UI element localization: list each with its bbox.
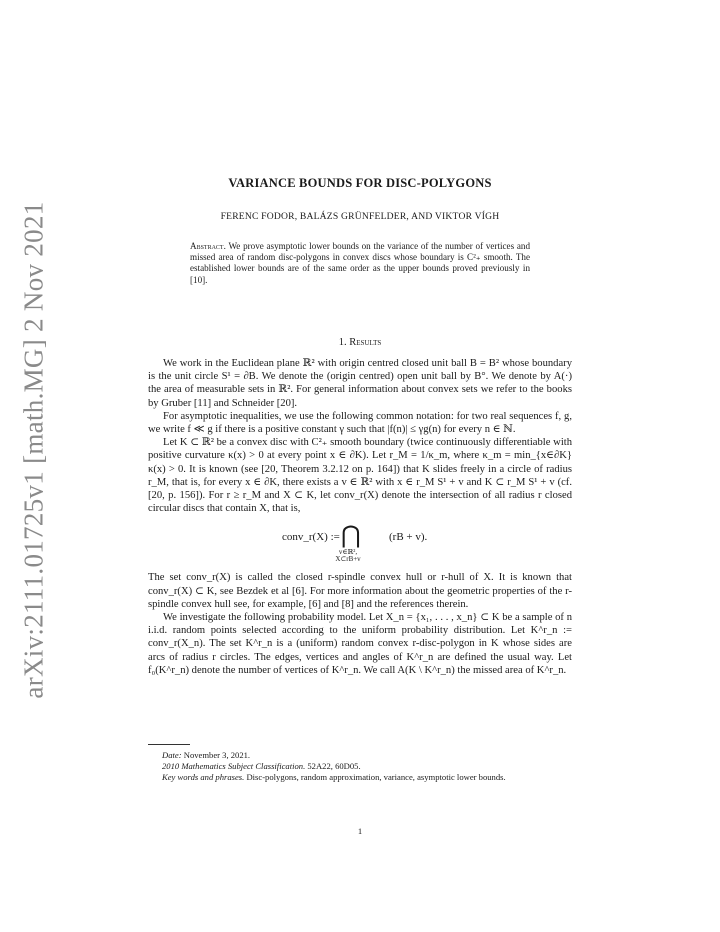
footnote-rule <box>148 744 190 745</box>
big-intersection-operator: ⋂ <box>341 523 361 550</box>
paragraph: We work in the Euclidean plane ℝ² with origin centred closed unit ball B = B² whose boundary is the unit circle S¹ = ∂B. We denote the (origin centred) open unit ball by B°. We denote by A(·) the area of measurable sets in ℝ². For general information about convex sets we refer to the books by Gruber [11] and Schneider [20]. <box>148 358 572 409</box>
paragraph: Let K ⊂ ℝ² be a convex disc with C²₊ smooth boundary (twice continuously differentiable with positive curvature κ(x) > 0 at every point x ∈ ∂K). Let r_M = 1/κ_m, where κ_m = min_{x∈∂K} κ(x) > 0. It is known (see [20, Theorem 3.2.12 on p. 164]) that K slides freely in a circle of radius r_M, that is, for every x ∈ ∂K, there exists a v ∈ ℝ² with x ∈ r_M S¹ + v and K ⊂ r_M S¹ + v (cf. [20, p. 156]). For r ≥ r_M and X ⊂ K, let conv_r(X) denote the intersection of all radius r closed circular discs that contain X, that is, <box>148 437 572 515</box>
footnote-label: 2010 Mathematics Subject Classification. <box>162 761 306 772</box>
arxiv-identifier <box>8 201 60 699</box>
footnotes <box>148 750 572 784</box>
section-heading <box>148 337 572 348</box>
section-title: Results <box>349 337 382 348</box>
display-equation <box>148 523 572 564</box>
equation-subscript <box>328 549 368 563</box>
abstract <box>190 241 530 286</box>
section-number: 1. <box>338 337 347 348</box>
abstract-text: We prove asymptotic lower bounds on the variance of the number of vertices and missed area of random disc-polygons in convex discs whose boundary is C²₊ smooth. The established lower bounds are of the same order as the upper bounds proved previously in [10]. <box>190 241 530 285</box>
abstract-label: Abstract. <box>190 241 226 251</box>
footnote-label: Key words and phrases. <box>162 772 245 783</box>
equation-rhs: (rB + v). <box>389 531 428 544</box>
paragraph: The set conv_r(X) is called the closed r-spindle convex hull or r-hull of X. It is known that conv_r(X) ⊂ K, see Bezdek et al [6]. For more information about the geometric properties of the r-spindle convex hull see, for example, [6] and [8] and the references therein. <box>148 572 572 610</box>
footnote-keywords <box>148 772 572 783</box>
footnote-label: Date: <box>162 750 182 760</box>
footnote-msc <box>148 761 572 772</box>
footnote-text: Disc-polygons, random approximation, variance, asymptotic lower bounds. <box>246 772 506 783</box>
footnote-text: 52A22, 60D05. <box>307 761 361 772</box>
footnote-date <box>148 750 572 761</box>
footnote-text: November 3, 2021. <box>183 750 251 760</box>
page-number: 1 <box>357 826 363 836</box>
equation-subscript-line2: X⊂rB+v <box>335 555 361 564</box>
paragraph: For asymptotic inequalities, we use the following common notation: for two real sequences f, g, we write f ≪ g if there is a positive constant γ such that |f(n)| ≤ γg(n) for every n ∈ ℕ. <box>148 410 572 436</box>
paper-title: VARIANCE BOUNDS FOR DISC-POLYGONS <box>228 176 492 190</box>
equation-subscript-line1: v∈ℝ², <box>338 548 358 557</box>
section-body <box>148 357 572 677</box>
paragraph: We investigate the following probability model. Let X_n = {x₁, . . . , x_n} ⊂ K be a sample of n i.i.d. random points selected according to the uniform probability distribution. Let K^r_n := conv_r(X_n). The set K^r_n is a (uniform) random convex r-disc-polygon in K whose sides are arcs of radius r circles. The edges, vertices and angles of K^r_n are defined the usual way. Let f₀(K^r_n) denote the number of vertices of K^r_n. We call A(K \ K^r_n) the missed area of K^r_n. <box>148 612 572 676</box>
equation-lhs: conv_r(X) := <box>282 531 340 544</box>
paper-authors: FERENC FODOR, BALÁZS GRÜNFELDER, AND VIKTOR VÍGH <box>220 211 500 222</box>
arxiv-identifier-text: arXiv:2111.01725v1 [math.MG] 2 Nov 2021 <box>18 201 49 699</box>
